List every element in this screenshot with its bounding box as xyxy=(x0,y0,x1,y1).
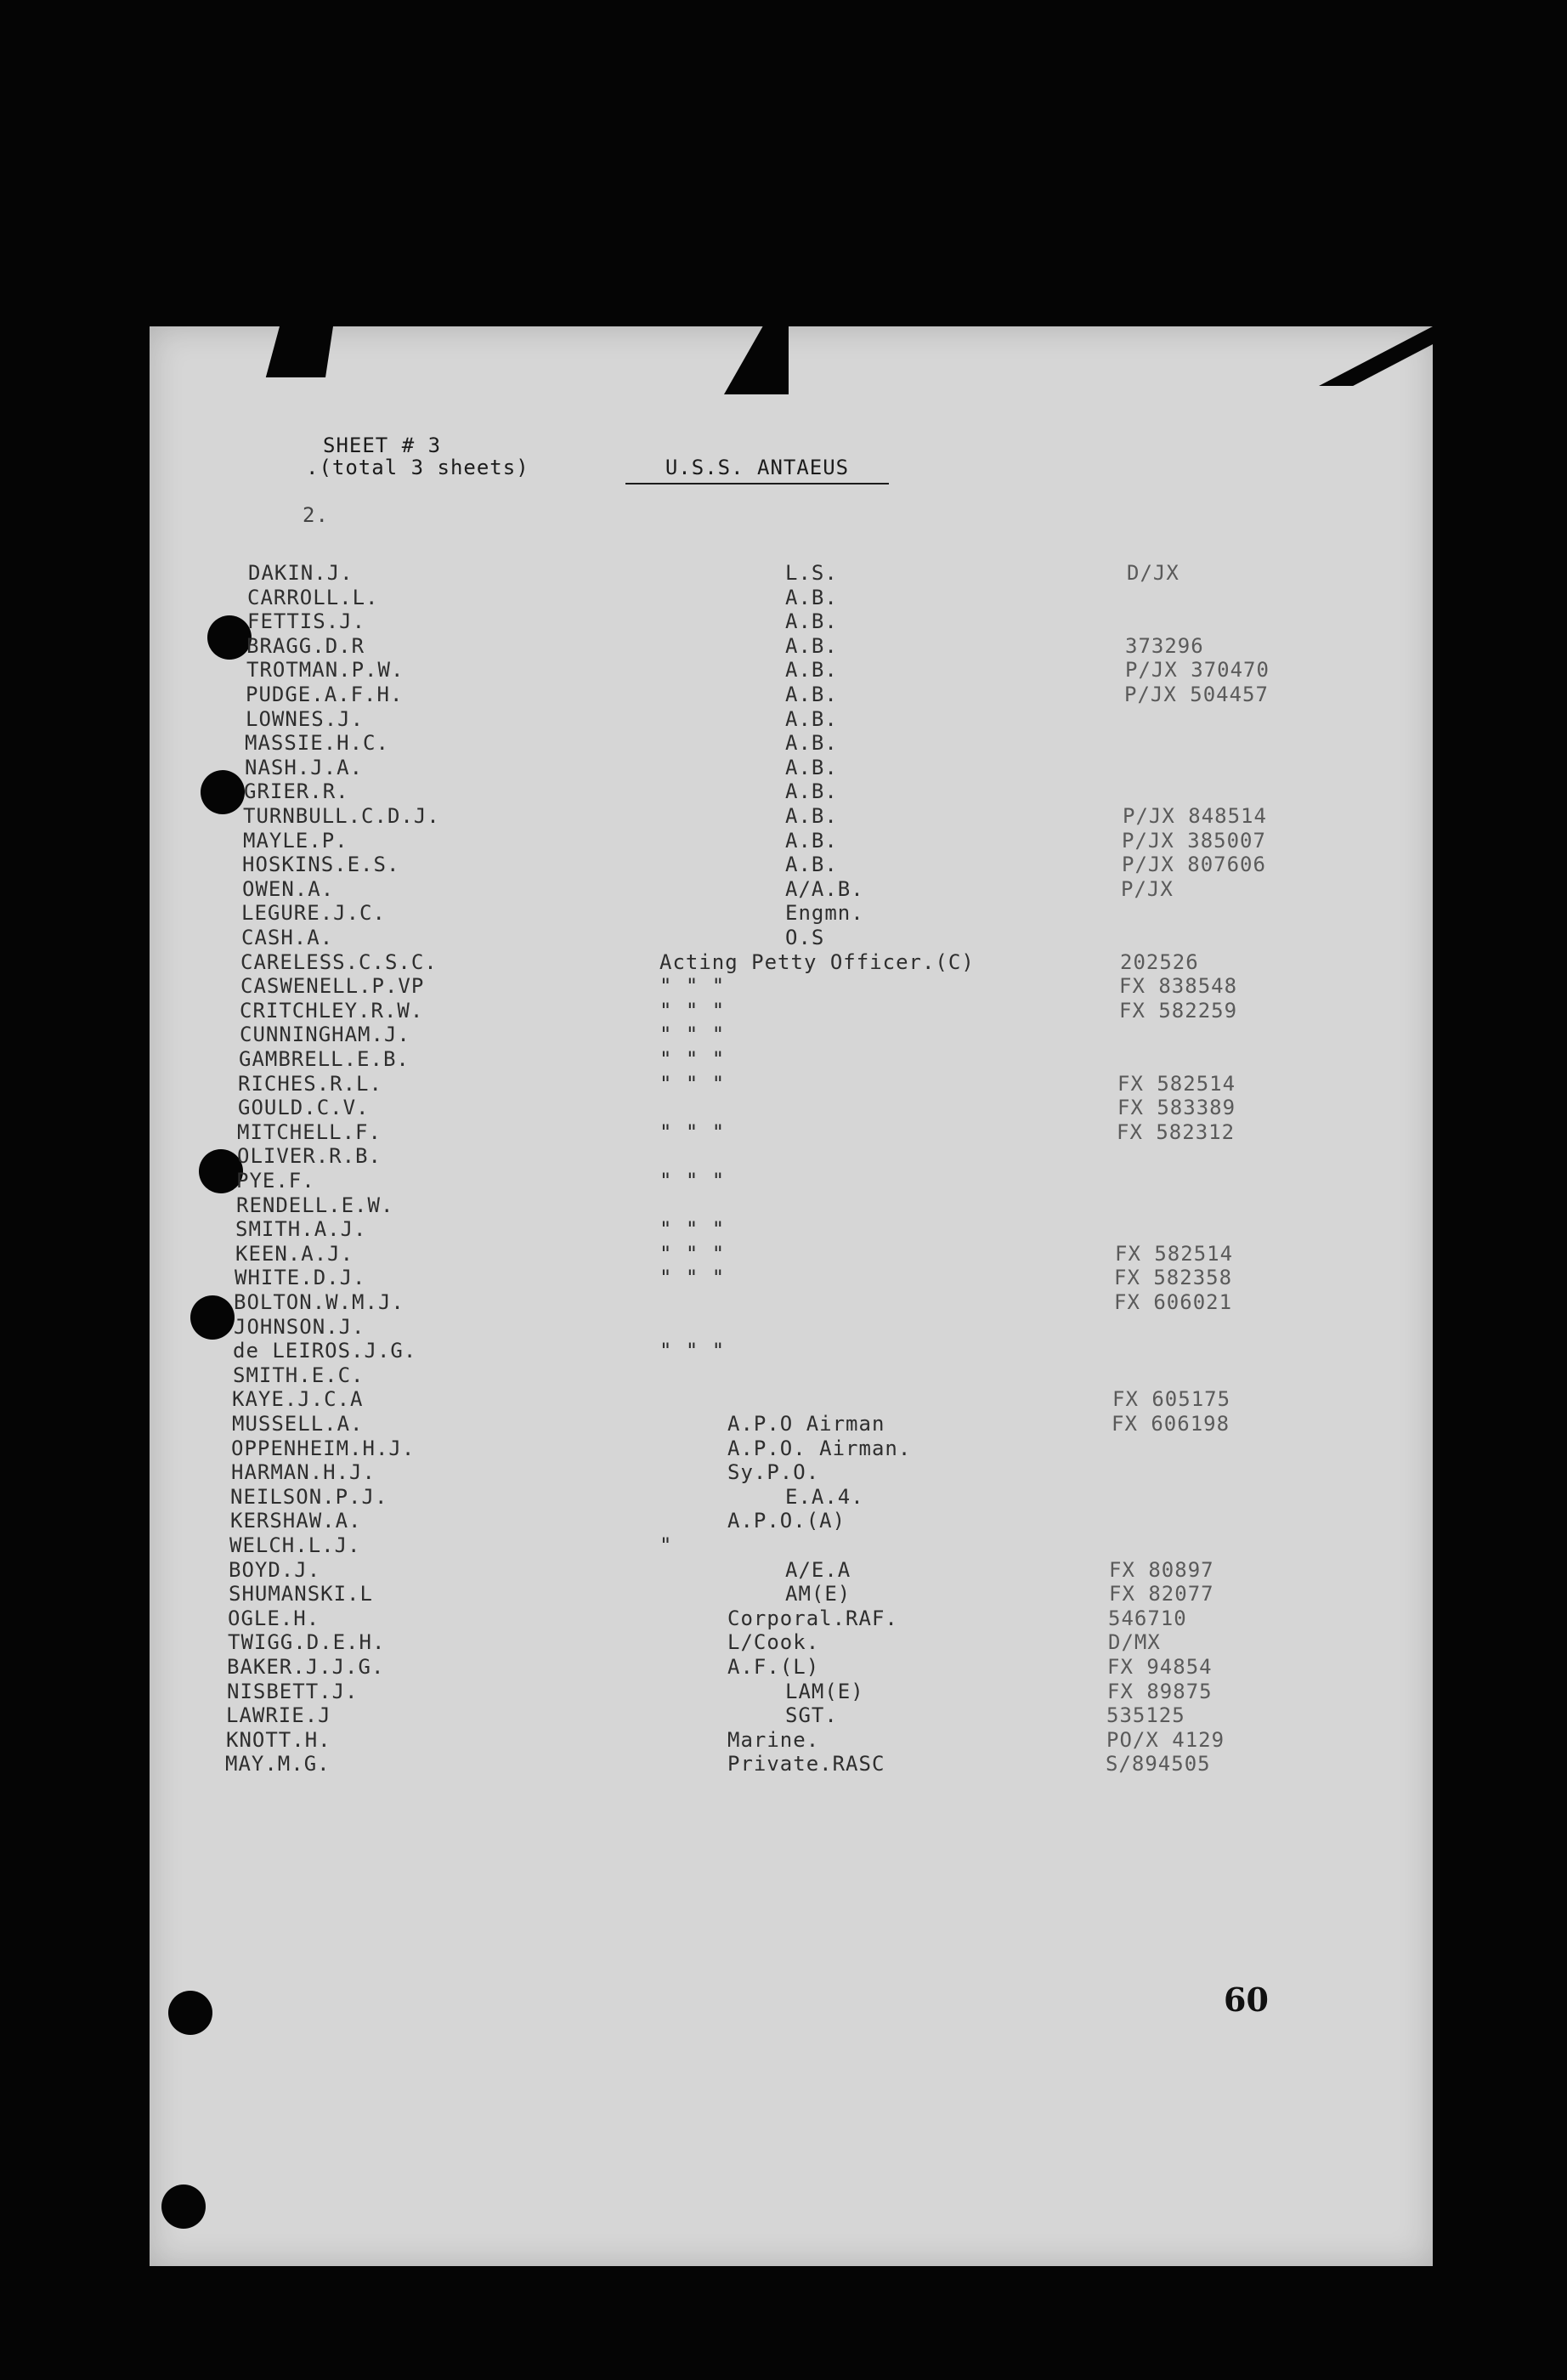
crew-rank: A/A.B. xyxy=(785,876,864,901)
crew-rank: " " " xyxy=(659,1266,726,1290)
service-number: FX 82077 xyxy=(1109,1582,1214,1606)
crew-rank: A.B. xyxy=(785,609,838,634)
crew-name: OPPENHEIM.H.J. xyxy=(231,1436,416,1460)
table-row xyxy=(150,1193,1433,1217)
table-row xyxy=(150,1387,1433,1411)
crew-name: CARROLL.L. xyxy=(247,585,379,609)
table-row xyxy=(150,731,1433,755)
crew-rank: Marine. xyxy=(727,1727,820,1752)
crew-rank: L/Cook. xyxy=(727,1630,820,1655)
crew-rank: A.P.O.(A) xyxy=(727,1509,846,1533)
service-number: FX 838548 xyxy=(1119,974,1238,999)
table-row xyxy=(150,901,1433,925)
service-number: FX 606021 xyxy=(1114,1290,1233,1314)
crew-name: HOSKINS.E.S. xyxy=(242,853,400,877)
page-number: 60 xyxy=(1224,1980,1269,2019)
crew-name: MUSSELL.A. xyxy=(232,1412,364,1436)
crew-name: LEGURE.J.C. xyxy=(241,901,386,926)
table-row xyxy=(150,1290,1433,1314)
table-row xyxy=(150,1339,1433,1363)
table-row xyxy=(150,1703,1433,1727)
table-row xyxy=(150,1582,1433,1606)
crew-name: TROTMAN.P.W. xyxy=(246,658,404,683)
crew-rank: A.F.(L) xyxy=(727,1655,820,1679)
table-row xyxy=(150,779,1433,803)
crew-name: NISBETT.J. xyxy=(227,1679,359,1703)
crew-rank: A.B. xyxy=(785,731,838,756)
table-row xyxy=(150,756,1433,779)
crew-rank: A.P.O. Airman. xyxy=(727,1436,912,1460)
table-row xyxy=(150,804,1433,828)
crew-name: WELCH.L.J. xyxy=(229,1533,361,1557)
crew-name: CASH.A. xyxy=(241,926,334,949)
crew-rank: " " " xyxy=(659,1241,726,1266)
crew-name: RENDELL.E.W. xyxy=(236,1193,394,1217)
crew-rank: A.B. xyxy=(785,683,838,706)
table-row xyxy=(150,1728,1433,1752)
crew-name: OLIVER.R.B. xyxy=(237,1144,382,1169)
crew-rank: " " " xyxy=(659,1119,726,1144)
service-number: P/JX 385007 xyxy=(1122,828,1266,853)
crew-name: SMITH.A.J. xyxy=(235,1217,367,1242)
crew-rank: " " " xyxy=(659,1023,726,1047)
crew-rank: A.B. xyxy=(785,779,838,804)
crew-name: MITCHELL.F. xyxy=(237,1119,382,1144)
crew-name: BAKER.J.J.G. xyxy=(227,1655,385,1679)
crew-name: GRIER.R. xyxy=(244,779,349,804)
crew-name: OGLE.H. xyxy=(228,1606,320,1630)
service-number: 535125 xyxy=(1106,1703,1185,1728)
table-row xyxy=(150,1412,1433,1436)
crew-rank: A.B. xyxy=(785,755,838,779)
table-row xyxy=(150,683,1433,706)
crew-rank: A.B. xyxy=(785,706,838,731)
table-row xyxy=(150,1169,1433,1193)
table-row xyxy=(150,853,1433,876)
crew-name: JOHNSON.J. xyxy=(234,1314,365,1339)
crew-rank: A.B. xyxy=(785,853,838,877)
crew-name: FETTIS.J. xyxy=(247,609,366,634)
crew-name: WHITE.D.J. xyxy=(235,1266,366,1290)
service-number: D/MX xyxy=(1108,1630,1161,1655)
table-row xyxy=(150,877,1433,901)
crew-name: DAKIN.J. xyxy=(248,561,354,585)
crew-rank: A.B. xyxy=(785,804,838,828)
table-row xyxy=(150,1242,1433,1266)
table-row xyxy=(150,829,1433,853)
crew-name: SMITH.E.C. xyxy=(233,1363,365,1387)
service-number: FX 582358 xyxy=(1114,1266,1233,1290)
crew-rank: " xyxy=(659,1533,673,1557)
total-sheets-label: .(total 3 sheets) xyxy=(306,456,529,479)
service-number: P/JX xyxy=(1121,876,1174,901)
service-number: FX 606198 xyxy=(1112,1412,1230,1436)
table-row xyxy=(150,926,1433,949)
service-number: FX 80897 xyxy=(1109,1557,1214,1582)
table-row xyxy=(150,561,1433,585)
table-row xyxy=(150,974,1433,998)
service-number: P/JX 504457 xyxy=(1124,683,1269,706)
crew-rank: " " " xyxy=(659,1169,726,1193)
crew-name: NASH.J.A. xyxy=(245,755,364,779)
crew-name: CUNNINGHAM.J. xyxy=(240,1023,410,1047)
crew-name: CARELESS.C.S.C. xyxy=(240,949,438,974)
crew-name: NEILSON.P.J. xyxy=(230,1484,388,1509)
service-number: FX 89875 xyxy=(1107,1679,1213,1703)
crew-rank: A.B. xyxy=(785,633,838,658)
service-number: FX 94854 xyxy=(1107,1655,1213,1679)
crew-rank: Acting Petty Officer.(C) xyxy=(659,949,975,974)
table-row xyxy=(150,1023,1433,1046)
table-row xyxy=(150,1096,1433,1119)
crew-name: SHUMANSKI.L xyxy=(229,1582,373,1606)
table-row xyxy=(150,1072,1433,1096)
table-row xyxy=(150,1509,1433,1533)
crew-name: BOLTON.W.M.J. xyxy=(234,1290,404,1314)
table-row xyxy=(150,707,1433,731)
crew-rank: E.A.4. xyxy=(785,1484,864,1509)
item-marker: 2. xyxy=(303,503,329,527)
crew-name: PYE.F. xyxy=(236,1169,315,1193)
table-row xyxy=(150,1217,1433,1241)
ship-name: U.S.S. ANTAEUS xyxy=(625,456,889,484)
service-number: 202526 xyxy=(1120,949,1199,974)
crew-name: HARMAN.H.J. xyxy=(231,1460,376,1485)
table-row xyxy=(150,950,1433,974)
crew-rank: " " " xyxy=(659,1217,726,1242)
table-row xyxy=(150,1485,1433,1509)
service-number: P/JX 848514 xyxy=(1123,804,1267,828)
crew-rank: LAM(E) xyxy=(785,1679,864,1703)
crew-name: de LEIROS.J.G. xyxy=(233,1339,417,1363)
crew-rank: A.B. xyxy=(785,658,838,683)
crew-name: KERSHAW.A. xyxy=(230,1509,362,1533)
service-number: FX 582514 xyxy=(1117,1071,1236,1096)
service-number: P/JX 370470 xyxy=(1125,658,1270,683)
crew-rank: A/E.A xyxy=(785,1557,851,1582)
crew-name: BOYD.J. xyxy=(229,1557,321,1582)
table-row xyxy=(150,999,1433,1023)
table-row xyxy=(150,1752,1433,1776)
service-number: 546710 xyxy=(1108,1606,1187,1630)
crew-name: PUDGE.A.F.H. xyxy=(246,683,404,706)
table-row xyxy=(150,1533,1433,1557)
table-row xyxy=(150,634,1433,658)
crew-rank: " " " xyxy=(659,1047,726,1071)
table-row xyxy=(150,1680,1433,1703)
crew-name: CASWENELL.P.VP xyxy=(240,974,425,999)
crew-name: OWEN.A. xyxy=(242,876,335,901)
crew-rank: " " " xyxy=(659,1339,726,1363)
service-number: S/894505 xyxy=(1106,1752,1211,1776)
table-row xyxy=(150,1436,1433,1460)
service-number: FX 583389 xyxy=(1117,1096,1236,1120)
crew-name: RICHES.R.L. xyxy=(238,1071,382,1096)
crew-name: BRAGG.D.R xyxy=(246,633,365,658)
table-row xyxy=(150,1655,1433,1679)
table-row xyxy=(150,658,1433,682)
crew-name: KAYE.J.C.A xyxy=(232,1387,364,1412)
crew-name: TURNBULL.C.D.J. xyxy=(243,804,440,828)
service-number: FX 605175 xyxy=(1112,1387,1231,1412)
table-row xyxy=(150,1606,1433,1630)
service-number: P/JX 807606 xyxy=(1122,853,1266,877)
crew-rank: A.B. xyxy=(785,585,838,609)
crew-rank: Sy.P.O. xyxy=(727,1460,820,1485)
table-row xyxy=(150,1120,1433,1144)
crew-name: MASSIE.H.C. xyxy=(245,731,389,756)
table-row xyxy=(150,1363,1433,1387)
table-row xyxy=(150,1266,1433,1289)
service-number: D/JX xyxy=(1127,561,1179,585)
crew-rank: SGT. xyxy=(785,1703,838,1728)
service-number: PO/X 4129 xyxy=(1106,1727,1225,1752)
crew-rank: A.B. xyxy=(785,828,838,853)
crew-name: GAMBRELL.E.B. xyxy=(239,1047,410,1071)
crew-name: LAWRIE.J xyxy=(226,1703,331,1728)
crew-name: MAYLE.P. xyxy=(243,828,348,853)
crew-rank: Engmn. xyxy=(785,901,864,926)
crew-rank: " " " xyxy=(659,998,726,1023)
document-sheet xyxy=(150,326,1433,2266)
table-row xyxy=(150,609,1433,633)
crew-name: MAY.M.G. xyxy=(225,1752,331,1776)
table-row xyxy=(150,1558,1433,1582)
crew-rank: L.S. xyxy=(785,561,838,585)
service-number: FX 582259 xyxy=(1119,998,1238,1023)
crew-rank: " " " xyxy=(659,974,726,999)
table-row xyxy=(150,1460,1433,1484)
crew-roster xyxy=(150,326,1433,2266)
crew-name: LOWNES.J. xyxy=(246,706,365,731)
table-row xyxy=(150,1315,1433,1339)
crew-rank: A.P.O Airman xyxy=(727,1412,885,1436)
crew-rank: AM(E) xyxy=(785,1582,851,1606)
crew-rank: O.S xyxy=(785,926,825,949)
service-number: FX 582312 xyxy=(1117,1119,1236,1144)
table-row xyxy=(150,1047,1433,1071)
crew-name: TWIGG.D.E.H. xyxy=(228,1630,386,1655)
sheet-label: SHEET # 3 xyxy=(323,434,442,457)
crew-rank: Private.RASC xyxy=(727,1752,885,1776)
crew-rank: Corporal.RAF. xyxy=(727,1606,898,1630)
table-row xyxy=(150,1630,1433,1654)
service-number: 373296 xyxy=(1125,633,1204,658)
service-number: FX 582514 xyxy=(1115,1241,1234,1266)
crew-name: KNOTT.H. xyxy=(226,1727,331,1752)
table-row xyxy=(150,586,1433,609)
table-row xyxy=(150,1144,1433,1168)
crew-name: KEEN.A.J. xyxy=(235,1241,354,1266)
crew-rank: " " " xyxy=(659,1071,726,1096)
crew-name: CRITCHLEY.R.W. xyxy=(240,998,424,1023)
crew-name: GOULD.C.V. xyxy=(238,1096,370,1120)
